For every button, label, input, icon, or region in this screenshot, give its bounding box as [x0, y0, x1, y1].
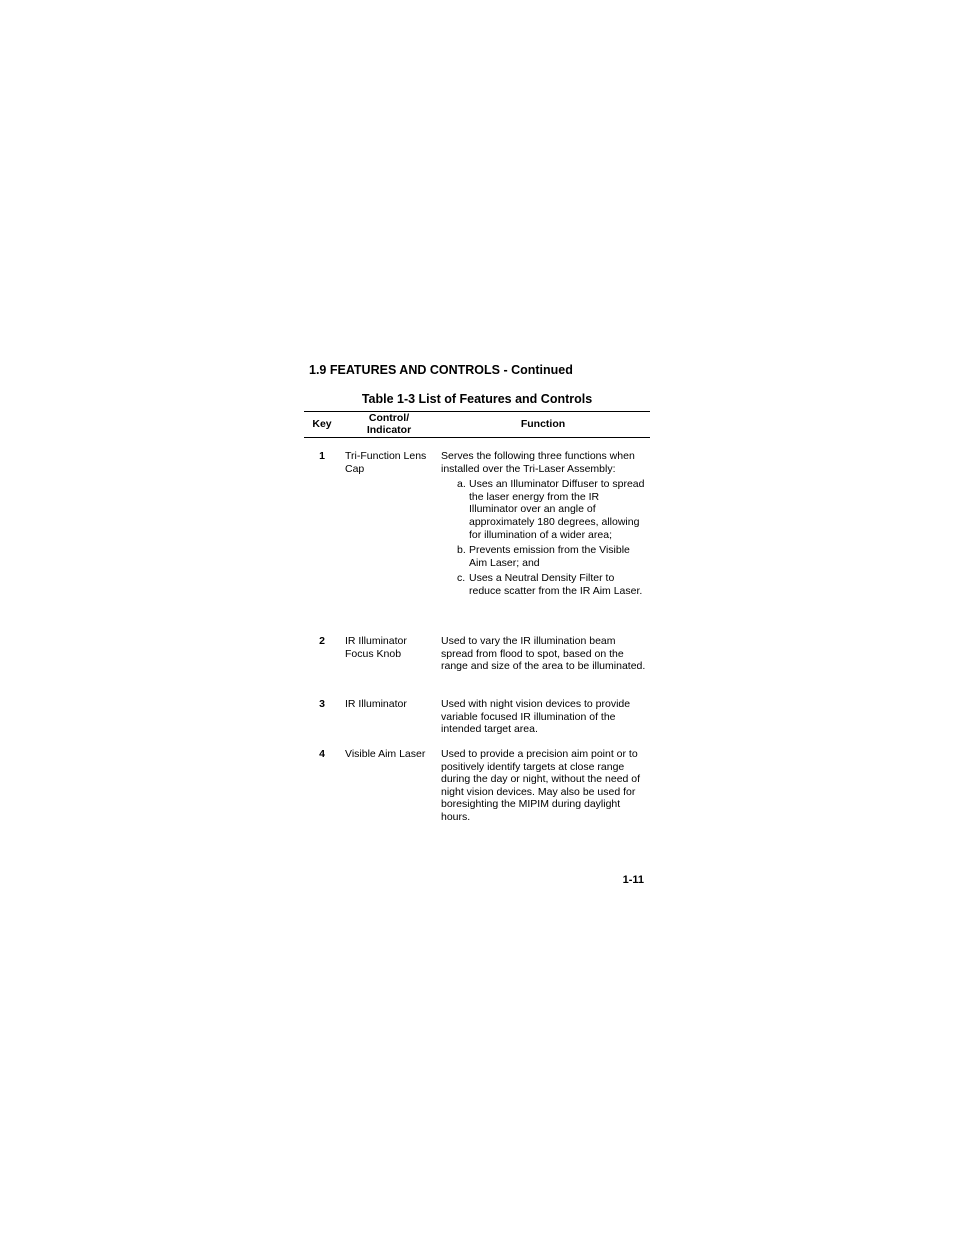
row-key: 4: [319, 748, 325, 760]
row-key: 1: [319, 450, 325, 462]
row-function: Used to provide a precision aim point or to positively identify targets at close range during the day or night, without the need of night vision devices. May also be used for boresighting the MIPIM during daylight hours.: [441, 748, 641, 823]
column-header-function: Function: [520, 418, 566, 430]
sub-item-letter: a.: [457, 478, 466, 491]
row-function: [441, 450, 649, 598]
sub-item-text: Uses an Illuminator Diffuser to spread the laser energy from the IR Illuminator over an angle of approximately 180 degrees, allowing for illumination of a wider area;: [469, 478, 645, 541]
row-control: Tri-Function Lens Cap: [345, 450, 427, 475]
sub-item-letter: b.: [457, 544, 466, 557]
section-heading: 1.9 FEATURES AND CONTROLS - Continued: [309, 363, 573, 377]
sub-item-text: Prevents emission from the Visible Aim Laser; and: [469, 544, 630, 569]
row-key: 2: [319, 635, 325, 647]
sub-item-text: Uses a Neutral Density Filter to reduce scatter from the IR Aim Laser.: [469, 572, 643, 597]
column-header-control-line2: Indicator: [366, 424, 412, 436]
table-header-rule: [304, 437, 650, 438]
column-header-key: Key: [312, 418, 332, 430]
row-control: IR Illuminator Focus Knob: [345, 635, 407, 660]
row-control: Visible Aim Laser: [345, 748, 426, 760]
row-function: Used with night vision devices to provide variable focused IR illumination of the intended target area.: [441, 698, 631, 736]
function-sub-item: [441, 544, 647, 569]
column-header-control-line1: Control/: [368, 412, 410, 424]
page-number: 1-11: [622, 874, 644, 886]
function-sub-item: [441, 478, 647, 541]
row-function: Used to vary the IR illumination beam spread from flood to spot, based on the range and size of the area to be illuminated.: [441, 635, 646, 673]
row-key: 3: [319, 698, 325, 710]
row-function-text: Serves the following three functions when installed over the Tri-Laser Assembly:: [441, 450, 635, 475]
table-title: Table 1-3 List of Features and Controls: [361, 392, 593, 406]
function-sub-item: [441, 572, 647, 597]
column-header-control-indicator: [344, 412, 434, 436]
sub-item-letter: c.: [457, 572, 466, 585]
row-control: IR Illuminator: [345, 698, 407, 710]
